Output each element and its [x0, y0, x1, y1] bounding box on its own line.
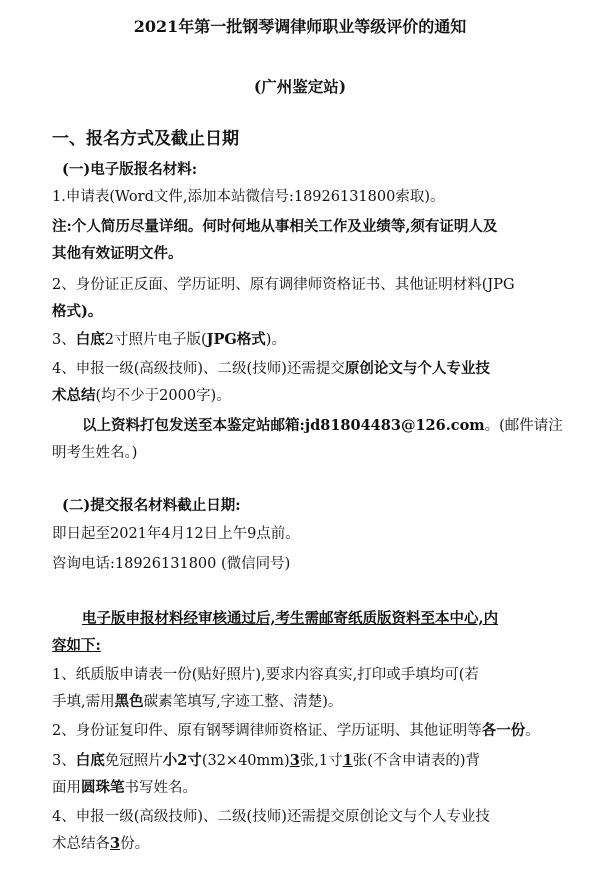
paper-item-4: 4、申报一级(高级技师)、二级(技师)还需提交原创论文与个人专业技	[52, 809, 490, 825]
note-line-2: 其他有效证明文件。	[52, 245, 183, 262]
item-thesis-cont: 术总结(均不少于2000字)。	[52, 387, 231, 404]
phone-text: 咨询电话:18926131800 (微信同号)	[52, 556, 291, 572]
note-line-1: 注:个人简历尽量详细。何时何地从事相关工作及业绩等,须有证明人及	[52, 218, 498, 235]
paper-item-3-cont: 面用圆珠笔书写姓名。	[52, 779, 197, 796]
deadline-text: 即日起至2021年4月12日上午9点前。	[52, 526, 300, 542]
page-title: 2021年第一批钢琴调律师职业等级评价的通知	[133, 17, 467, 36]
email-instruction: 以上资料打包发送至本鉴定站邮箱:jd81804483@126.com。(邮件请注	[82, 417, 563, 434]
subheading-deadline: (二)提交报名材料截止日期:	[62, 497, 241, 514]
page-subtitle: (广州鉴定站)	[253, 77, 347, 96]
subheading-electronic-materials: (一)电子版报名材料:	[62, 161, 198, 178]
paper-item-1-cont: 手填,需用黑色碳素笔填写,字迹工整、清楚)。	[52, 693, 343, 710]
paper-item-1: 1、纸质版申请表一份(贴好照片),要求内容真实,打印或手填均可(若	[52, 667, 479, 683]
item-photo: 3、白底2寸照片电子版(JPG格式)。	[52, 331, 286, 348]
mail-notice-line-1: 电子版申报材料经审核通过后,考生需邮寄纸质版资料至本中心,内	[82, 610, 499, 627]
item-application-form: 1.申请表(Word文件,添加本站微信号:18926131800索取)。	[52, 189, 445, 205]
item-id-documents-cont: 格式)。	[52, 303, 103, 320]
email-instruction-cont: 明考生姓名。)	[52, 445, 138, 461]
paper-item-2: 2、身份证复印件、原有钢琴调律师资格证、学历证明、其他证明等各一份。	[52, 722, 540, 739]
paper-item-4-cont: 术总结各3份。	[52, 835, 150, 852]
section-heading-1: 一、报名方式及截止日期	[52, 129, 239, 149]
item-thesis: 4、申报一级(高级技师)、二级(技师)还需提交原创论文与个人专业技	[52, 360, 490, 377]
paper-item-3: 3、白底免冠照片小2寸(32×40mm)3张,1寸1张(不含申请表的)背	[52, 752, 481, 769]
item-id-documents: 2、身份证正反面、学历证明、原有调律师资格证书、其他证明材料(JPG	[52, 277, 515, 293]
mail-notice-line-2: 容如下:	[52, 637, 101, 654]
email-address: 以上资料打包发送至本鉴定站邮箱:jd81804483@126.com	[82, 417, 485, 434]
